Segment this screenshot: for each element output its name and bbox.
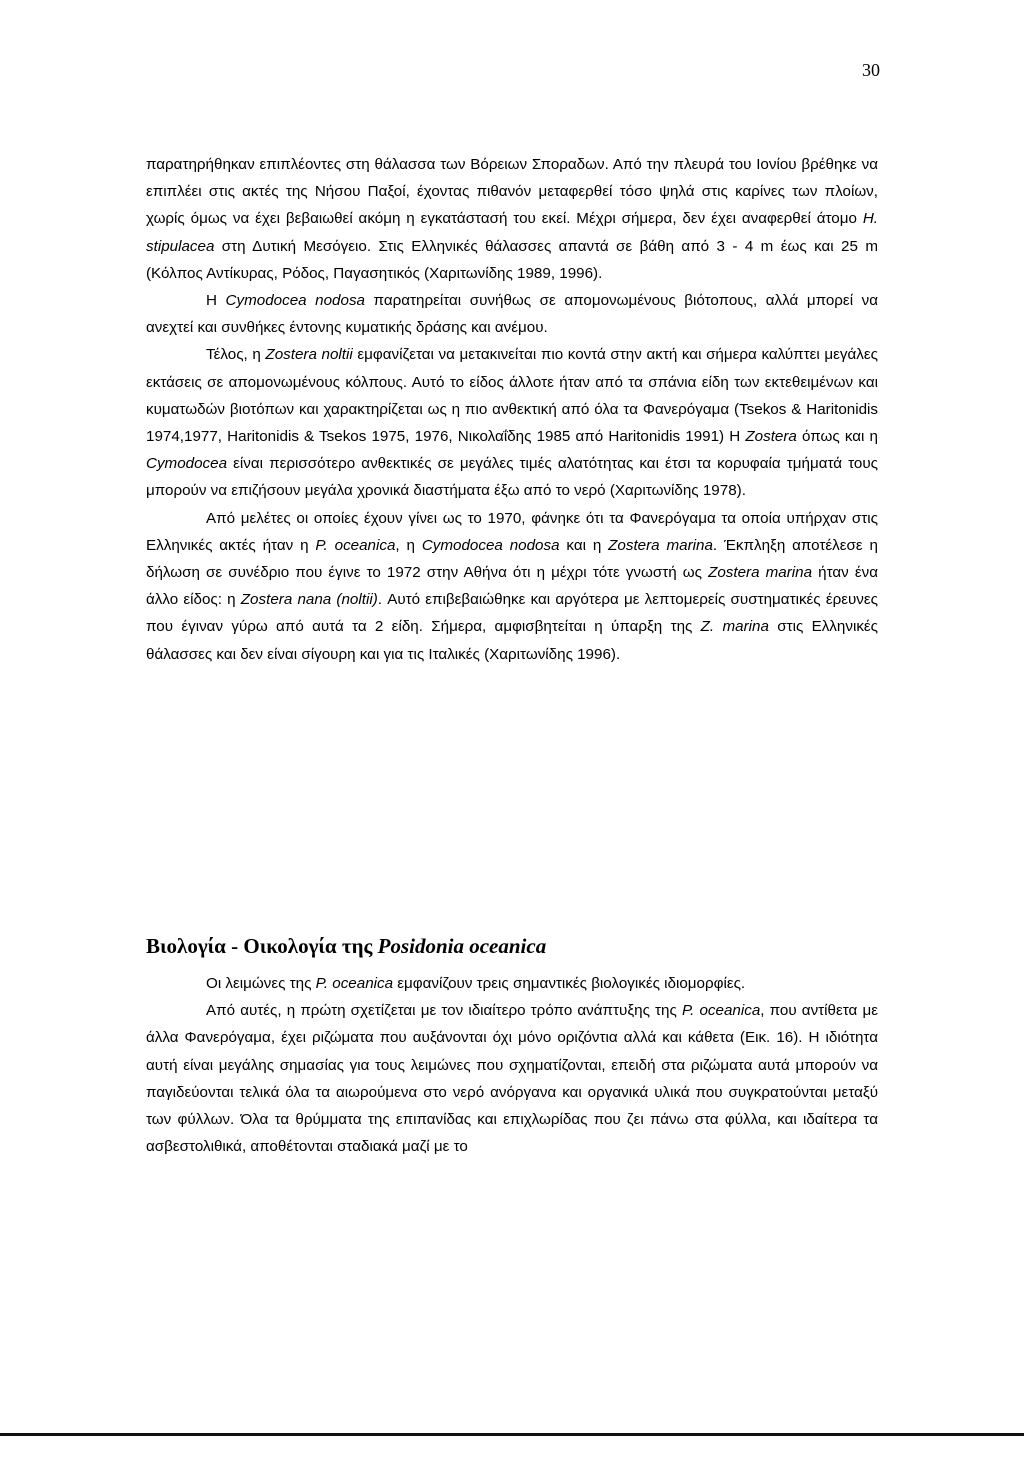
page-number: 30 xyxy=(862,60,880,80)
paragraph: Από μελέτες οι οποίες έχουν γίνει ως το 1970, φάνηκε ότι τα Φανερόγαμα τα οποία υπήρχαν στις Ελληνικές ακτές ήταν η P. oceanica, η Cymodocea nodosa και η Zostera marina. Έκπληξη αποτέλεσε η δήλωση σε συνέδριο που έγινε το 1972 στην Αθήνα ότι η μέχρι τότε γνωστή ως Zostera marina ήταν ένα άλλο είδος: η Zostera nana (noltii). Αυτό επιβεβαιώθηκε και αργότερα με λεπτομερείς συστηματικές έρευνες που έγιναν γύρω από αυτά τα 2 είδη. Σήμερα, αμφισβητείται η ύπαρξη της Z. marina στις Ελληνικές θάλασσες και δεν είναι σίγουρη και για τις Ιταλικές (Χαριτωνίδης 1996). xyxy=(146,509,878,663)
paragraph: Οι λειμώνες της P. oceanica εμφανίζουν τρεις σημαντικές βιολογικές ιδιομορφίες. xyxy=(206,975,746,992)
paragraph: Από αυτές, η πρώτη σχετίζεται με τον ιδιαίτερο τρόπο ανάπτυξης της P. oceanica, που αντίθετα με άλλα Φανερόγαμα, έχει ριζώματα που αυξάνονται όχι μόνο οριζόντια αλλά και κάθετα (Εικ. 16). Η ιδιότητα αυτή είναι μεγάλης σημασίας για τους λειμώνες που σχηματίζονται, επειδή στα ριζώματα αυτά μπορούν να παγιδεύονται τελικά όλα τα αιωρούμενα στο νερό ανόργανα και οργανικά υλικά που συγκρατούνται μεταξύ των φύλλων. Όλα τα θρύμματα της επιπανίδας και επιχλωρίδας που ζει πάνω στα φύλλα, και ιδαίτερα τα ασβεστολιθικά, αποθέτονται σταδιακά μαζί με το xyxy=(146,1002,878,1156)
section-heading: Βιολογία - Οικολογία της Posidonia oceanica xyxy=(146,934,547,958)
body-text-bottom xyxy=(146,970,878,1160)
paragraph: παρατηρήθηκαν επιπλέοντες στη θάλασσα των Βόρειων Σποραδων. Από την πλευρά του Ιονίου βρέθηκε να επιπλέει στις ακτές της Νήσου Παξοί, έχοντας πιθανόν μεταφερθεί τόσο ψηλά στις καρίνες των πλοίων, χωρίς όμως να έχει βεβαιωθεί ακόμη η εγκατάστασή του εκεί. Μέχρι σήμερα, δεν έχει αναφερθεί άτομο H. stipulacea στη Δυτική Μεσόγειο. Στις Ελληνικές θάλασσες απαντά σε βάθη από 3 - 4 m έως και 25 m (Κόλπος Αντίκυρας, Ρόδος, Παγασητικός (Χαριτωνίδης 1989, 1996). xyxy=(146,156,878,282)
footer-rule xyxy=(0,1433,1024,1436)
body-text-top xyxy=(146,151,878,668)
paragraph: Τέλος, η Zostera noltii εμφανίζεται να μετακινείται πιο κοντά στην ακτή και σήμερα καλύπτει μεγάλες εκτάσεις σε απομονωμένους κόλπους. Αυτό το είδος άλλοτε ήταν από τα σπάνια είδη των εκτεθειμένων και κυματωδών βιοτόπων και χαρακτηρίζεται ως η πιο ανθεκτική από όλα τα Φανερόγαμα (Tsekos & Haritonidis 1974,1977, Haritonidis & Tsekos 1975, 1976, Νικολαΐδης 1985 από Haritonidis 1991) Η Zostera όπως και η Cymodocea είναι περισσότερο ανθεκτικές σε μεγάλες τιμές αλατότητας και έτσι τα κορυφαία τμήματά τους μπορούν να επιζήσουν μεγάλα χρονικά διαστήματα έξω από το νερό (Χαριτωνίδης 1978). xyxy=(146,346,878,500)
paragraph: Η Cymodocea nodosa παρατηρείται συνήθως σε απομονωμένους βιότοπους, αλλά μπορεί να ανεχτεί και συνθήκες έντονης κυματικής δράσης και ανέμου. xyxy=(146,292,879,337)
